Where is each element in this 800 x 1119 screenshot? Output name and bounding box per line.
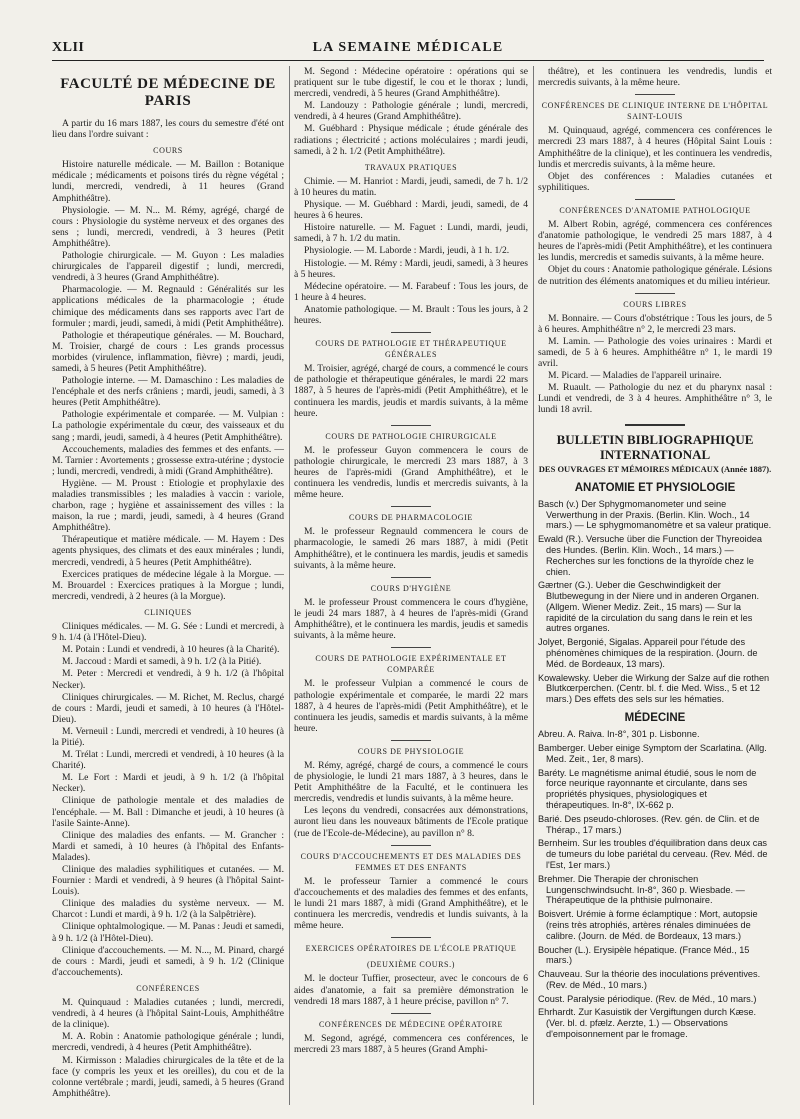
paragraph: Objet des conférences : Maladies cutanées et syphilitiques. [538, 170, 772, 193]
paragraph: Clinique des maladies syphilitiques et cutanées. — M. Fournier : Mardi et vendredi, à 9 heures (à l'hôpital Saint-Louis). [52, 864, 284, 898]
paragraph: Histoire naturelle. — M. Faguet : Lundi, mardi, jeudi, samedi, à 7 h. 1/2 du matin. [294, 222, 528, 245]
paragraph: M. Verneuil : Lundi, mercredi et vendredi, à 10 heures (à la Pitié). [52, 725, 284, 748]
paragraph: Pathologie chirurgicale. — M. Guyon : Les maladies chirurgicales de l'appareil digestif ; lundi, mercredi, vendredi, à 3 heures (Grand Amphithéâtre). [52, 250, 284, 284]
paragraph: M. Landouzy : Pathologie générale ; lundi, mercredi, vendredi, à 4 heures (Grand Amphithéâtre). [294, 100, 528, 123]
column-rule [533, 66, 534, 1105]
bibliography-entry: Boucher (L.). Erysipèle hépatique. (France Méd., 15 mars.) [538, 944, 750, 966]
subheading: COURS DE PHYSIOLOGIE [357, 746, 465, 756]
paragraph: Pathologie interne. — M. Damaschino : Les maladies de l'encéphale et des nerfs crâniens ; mardi, jeudi, samedi, à 3 heures (Petit Amphithéâtre). [52, 375, 284, 409]
paragraph: M. le docteur Tuffier, prosecteur, avec le concours de 6 aides d'anatomie, a fait sa première démonstration le vendredi 18 mars 1887, à 1 heure précise, pavillon n° 7. [294, 973, 528, 1007]
paragraph: Clinique de pathologie mentale et des maladies de l'encéphale. — M. Ball : Dimanche et jeudi, à 10 heures (à l'asile Sainte-Anne). [52, 795, 284, 829]
bibliography-entry: Brehmer. Die Therapie der chronischen Lungenschwindsucht. In-8°, 360 p. Wiesbade. — Thérapeutique de la phthisie pulmonaire. [538, 873, 745, 906]
column-rule [289, 66, 290, 1105]
subheading: (DEUXIÈME COURS.) [367, 960, 455, 970]
column-2 [294, 66, 528, 1105]
paragraph: M. Bonnaire. — Cours d'obstétrique : Tous les jours, de 5 à 6 heures. Amphithéâtre n° 2, le mercredi 23 mars. [538, 312, 772, 335]
paragraph: M. Quinquaud, agrégé, commencera ces conférences le mercredi 23 mars 1887, à 4 heures (Hôpital Saint Louis : Amphithéâtre de la clinique), et les continuera les vendredis, lundis et mercredis suivants, à la même heure. [538, 125, 772, 170]
paragraph: M. Picard. — Maladies de l'appareil urinaire. [548, 370, 722, 382]
subheading: COURS LIBRES [623, 299, 687, 309]
separator-rule [391, 740, 431, 741]
paragraph: Clinique ophtalmologique. — M. Panas : Jeudi et samedi, à 9 h. 1/2 (à l'Hôtel-Dieu). [52, 921, 284, 944]
paragraph: M. le professeur Regnauld commencera le cours de pharmacologie, le samedi 26 mars 1887, à midi (Petit Amphithéâtre), et le continuera les mardis, jeudis et samedis suivants, à la même heure. [294, 526, 528, 571]
paragraph: Physiologie. — M. N... M. Rémy, agrégé, chargé de cours : Physiologie du système nerveux et des organes des sens ; lundi, mercredi, vendredi, à 3 heures (Petit Amphithéâtre). [52, 204, 284, 249]
paragraph: M. A. Robin : Anatomie pathologique générale ; lundi, mercredi, vendredi, à 4 heures (Petit Amphithéâtre). [52, 1031, 284, 1054]
paragraph: M. le professeur Proust commencera le cours d'hygiène, le jeudi 24 mars 1887, à 4 heures de l'après-midi (Grand Amphithéâtre), et le continuera les mardis, jeudis et samedis suivants, à la même heure. [294, 596, 528, 642]
bibliography-entry: Gærtner (G.). Ueber die Geschwindigkeit der Blutbewegung in der Niere und in anderen Organen. (Allgem. Wiener Mediz. Zeit., 15 mars) — Sur la rapidité de la circulation du sang dans le rein et les autres organes. [538, 580, 759, 634]
paragraph: M. le professeur Tarnier a commencé le cours d'accouchements et des maladies des femmes et des enfants, le lundi 21 mars 1887, à midi (Grand Amphithéâtre), et le continuera les mercredis, vendredis et lundis suivants, à la même heure. [294, 875, 528, 932]
paragraph: M. Segond : Médecine opératoire : opérations qui se pratiquent sur le tube digestif, le cou et le thorax ; lundi, mercredi, vendredi, à 5 heures (Grand Amphithéâtre). [294, 66, 528, 100]
paragraph: M. Trélat : Lundi, mercredi et vendredi, à 10 heures (à la Charité). [52, 749, 284, 772]
column-1 [52, 66, 284, 1105]
bibliography-entry: Bernheim. Sur les troubles d'équilibration dans deux cas de tumeurs du lobe pariétal du cerveau. (Rev. Méd. de l'Est, 1er mars.) [538, 838, 768, 870]
paragraph: M. Quinquaud : Maladies cutanées ; lundi, mercredi, vendredi, à 4 heures (à l'hôpital Saint-Louis, Amphithéâtre de la clinique). [52, 997, 284, 1031]
separator-rule [635, 94, 675, 95]
paragraph: M. le professeur Vulpian a commencé le cours de pathologie expérimentale et comparée, le mardi 22 mars 1887, à 4 heures de l'après-midi (Petit Amphithéâtre), et le continuera les jeudis, samedis et mardis suivants, à la même heure. [294, 678, 528, 734]
bulletin-title: BULLETIN BIBLIOGRAPHIQUE INTERNATIONAL [556, 431, 754, 462]
paragraph: M. Guébhard : Physique médicale ; étude générale des radiations ; électricité ; actions moléculaires ; mardi jeudi, samedi, à 2 h. 1/2 (Petit Amphithéâtre). [294, 123, 528, 157]
subheading: COURS [153, 146, 183, 156]
page-header [52, 40, 764, 61]
paragraph: M. Potain : Lundi et vendredi, à 10 heures (à la Charité). [62, 644, 280, 656]
bibliography-section-title: MÉDECINE [624, 712, 686, 725]
paragraph: M. Ruault. — Pathologie du nez et du pharynx nasal : Lundi et vendredi, de 3 à 4 heures. Amphithéâtre n° 3, le lundi 18 avril. [538, 382, 772, 416]
bibliography-entry: Abreu. A. Raiva. In-8°, 301 p. Lisbonne. [538, 729, 700, 740]
paragraph: Pharmacologie. — M. Regnauld : Généralités sur les applications médicales de la pharmacologie ; étude chimique des médicaments dans ses rapports avec l'art de formuler ; mardi, jeudi, samedi, à midi (Petit Amphithéâtre). [52, 284, 284, 329]
bibliography-entry: Bamberger. Ueber einige Symptom der Scarlatina. (Allg. Med. Zeit., 1er, 8 mars). [538, 742, 767, 764]
paragraph: Physiologie. — M. Laborde : Mardi, jeudi, à 1 h. 1/2. [304, 245, 510, 257]
paragraph: Médecine opératoire. — M. Farabeuf : Tous les jours, de 1 heure à 4 heures. [294, 280, 528, 303]
subheading: COURS DE PATHOLOGIE ET THÉRAPEUTIQUE GÉNÉRALES [315, 339, 507, 360]
separator-rule [391, 845, 431, 846]
paragraph: M. Segond, agrégé, commencera ces conférences, le mercredi 23 mars 1887, à 5 heures (Grand Amphi- [294, 1032, 528, 1055]
journal-title: LA SEMAINE MÉDICALE [312, 40, 504, 55]
paragraph: M. Rémy, agrégé, chargé de cours, a commencé le cours de physiologie, le lundi 21 mars 1887, à 3 heures, dans le Petit Amphithéâtre de la Faculté, et le continuera les mercredis, vendredis et lundis suivants, à la même heure. [294, 759, 528, 805]
column-3 [538, 66, 772, 1105]
subheading: COURS D'ACCOUCHEMENTS ET DES MALADIES DES FEMMES ET DES ENFANTS [300, 851, 522, 872]
subheading: CLINIQUES [144, 607, 192, 617]
subheading: CONFÉRENCES DE CLINIQUE INTERNE DE L'HÔPITAL SAINT-LOUIS [541, 101, 769, 122]
bibliography-entry: Basch (v.) Der Sphygmomanometer und seine Verwerthung in der Praxis. (Berlin. Klin. Woch., 14 mars.) — Le sphygmomanomètre et sa valeur pratique. [538, 498, 772, 531]
separator-rule [391, 647, 431, 648]
paragraph: M. Albert Robin, agrégé, commencera ces conférences d'anatomie pathologique, le vendredi 25 mars 1887, à 4 heures de l'après-midi (Petit Amphithéâtre), et les continuera les lundis, mercredis et samedis suivants, à la même heure. [538, 219, 772, 264]
paragraph: Pathologie et thérapeutique générales. — M. Bouchard, M. Troisier, chargé de cours : Les grands processus morbides (virulence, inflammation, fièvre) ; mardi, jeudi, samedi, à 5 heures (Petit Amphithéâtre). [52, 329, 284, 374]
paragraph: théâtre), et les continuera les vendredis, lundis et mercredis suivants, à la même heure. [538, 66, 772, 89]
separator-rule [391, 577, 431, 578]
bibliography-entry: Coust. Paralysie périodique. (Rev. de Méd., 10 mars.) [538, 993, 757, 1004]
paragraph: M. Le Fort : Mardi et jeudi, à 9 h. 1/2 (à l'hôpital Necker). [52, 772, 284, 795]
paragraph: Accouchements, maladies des femmes et des enfants. — M. Tarnier : Avortements ; grossesse extra-utérine ; dystocie ; lundi, mercredi, vendredi, à midi (Grand Amphithéâtre). [52, 443, 284, 477]
paragraph: A partir du 16 mars 1887, les cours du semestre d'été ont lieu dans l'ordre suivant : [52, 118, 284, 141]
separator-rule [391, 425, 431, 426]
bibliography-entry: Barié. Des pseudo-chloroses. (Rev. gén. de Clin. et de Thérap., 17 mars.) [538, 813, 760, 835]
paragraph: Histologie. — M. Rémy : Mardi, jeudi, samedi, à 3 heures à 5 heures. [294, 257, 528, 280]
subheading: COURS DE PHARMACOLOGIE [349, 513, 473, 523]
subheading: EXERCICES OPÉRATOIRES DE L'ÉCOLE PRATIQUE [305, 944, 517, 954]
paragraph: Clinique des maladies des enfants. — M. Grancher : Mardi et samedi, à 10 heures (à l'hôpital des Enfants-Malades). [52, 829, 284, 863]
bibliography-entry: Boisvert. Urémie à forme éclamptique : Mort, autopsie (reins très atrophiés, artères rénales diminuées de calibre. (Journ. de Méd. de Bordeaux, 13 mars.) [538, 909, 758, 941]
separator-rule [391, 937, 431, 938]
paragraph: Hygiène. — M. Proust : Etiologie et prophylaxie des maladies transmissibles ; les maladies à vaccin : variole, charbon, rage ; hygiène et assainissement des villes : la maison, la rue ; mardi, jeudi, samedi, à 4 heures (Grand Amphithéâtre). [52, 477, 284, 534]
separator-rule [635, 199, 675, 200]
subheading: CONFÉRENCES [136, 983, 200, 993]
paragraph: M. Lamin. — Pathologie des voies urinaires : Mardi et samedi, de 5 à 6 heures. Amphithéâtre n° 1, le mardi 19 avril. [538, 335, 772, 370]
paragraph: Objet du cours : Anatomie pathologique générale. Lésions de nutrition des éléments anatomiques et du milieu intérieur. [538, 264, 772, 287]
separator-rule [635, 293, 675, 294]
bibliography-entry: Chauveau. Sur la théorie des inoculations préventives. (Rev. de Méd., 10 mars.) [538, 969, 761, 990]
bibliography-entry: Kowalewsky. Ueber die Wirkung der Salze auf die rothen Blutkœrperchen. (Centr. bl. f. die Med. Wiss., 5 et 12 mars.) Des effets des sels sur les hématies. [538, 672, 770, 705]
bibliography-section-title: ANATOMIE ET PHYSIOLOGIE [574, 481, 736, 494]
subheading: TRAVAUX PRATIQUES [364, 162, 458, 172]
paragraph: Pathologie expérimentale et comparée. — M. Vulpian : La pathologie expérimentale du cœur, des vaisseaux et du sang ; mardi, jeudi, samedi, à 4 heures (Petit Amphithéâtre). [52, 409, 284, 443]
paragraph: Physique. — M. Guébhard : Mardi, jeudi, samedi, de 4 heures à 6 heures. [294, 199, 528, 222]
bibliography-entry: Ehrhardt. Zur Kasuistik der Vergiftungen durch Kæse. (Ver. bl. d. pfælz. Aerzte, 1.) — Observations d'empoisonnement par le fromage. [538, 1007, 757, 1040]
paragraph: Histoire naturelle médicale. — M. Baillon : Botanique médicale ; médicaments et poisons tirés du règne végétal ; lundi, mercredi, vendredi, à 11 heures (Grand Amphithéâtre). [52, 159, 284, 204]
paragraph: M. Jaccoud : Mardi et samedi, à 9 h. 1/2 (à la Pitié). [62, 656, 262, 668]
subheading: CONFÉRENCES DE MÉDECINE OPÉRATOIRE [318, 1019, 504, 1029]
paragraph: Cliniques chirurgicales. — M. Richet, M. Reclus, chargé de cours : Mardi, jeudi et samedi, à 10 heures (à l'Hôtel-Dieu). [52, 691, 284, 725]
paragraph: Thérapeutique et matière médicale. — M. Hayem : Des agents physiques, des climats et des eaux minérales ; lundi, mercredi, vendredi, à 5 heures (Petit Amphithéâtre). [52, 534, 284, 568]
paragraph: Clinique des maladies du système nerveux. — M. Charcot : Lundi et mardi, à 9 h. 1/2 (à la Salpêtrière). [52, 898, 284, 921]
bibliography-entry: Baréty. Le magnétisme animal étudié, sous le nom de force neurique rayonnante et circulante, dans ses propriétés physiques, physiologiques et thérapeutiques. In-8°, IX-662 p. [538, 767, 757, 810]
separator-rule [625, 424, 685, 426]
paragraph: M. Troisier, agrégé, chargé de cours, a commencé le cours de pathologie et thérapeutique générales, le mardi 22 mars 1887, à 5 heures de l'après-midi (Petit Amphithéâtre), et le continuera les mardis, jeudis et mardis suivants, à la même heure. [294, 363, 528, 419]
subheading: CONFÉRENCES D'ANATOMIE PATHOLOGIQUE [559, 205, 751, 215]
paragraph: Chimie. — M. Hanriot : Mardi, jeudi, samedi, de 7 h. 1/2 à 10 heures du matin. [294, 175, 528, 198]
bibliography-entry: Jolyet, Bergonié, Sigalas. Appareil pour l'étude des phénomènes chimiques de la respiration. (Journ. de Méd. de Bordeaux, 13 mars). [538, 637, 758, 669]
bibliography-entry: Ewald (R.). Versuche über die Function der Thyreoidea des Hundes. (Berlin. Klin. Woch., 14 mars.) — Recherches sur les fonctions de la thyroïde chez le chien. [538, 534, 763, 577]
paragraph: Exercices pratiques de médecine légale à la Morgue. — M. Brouardel : Exercices pratiques à la Morgue ; lundi, mercredi, vendredi, à 2 heures (à la Morgue). [52, 568, 284, 602]
paragraph: M. le professeur Guyon commencera le cours de pathologie chirurgicale, le mercredi 23 mars 1887, à 3 heures de l'après-midi (Grand Amphithéâtre), et le continuera les vendredis, lundis et mercredis suivants, à la même heure. [294, 444, 528, 501]
paragraph: Les leçons du vendredi, consacrées aux démonstrations, auront lieu dans les nouveaux bâtiments de l'Ecole pratique (rue de l'Ecole-de-Médecine), au pavillon n° 8. [294, 805, 528, 839]
paragraph: Clinique d'accouchements. — M. N..., M. Pinard, chargé de cours : Mardi, jeudi et samedi, à 9 h. 1/2 (Clinique d'accouchements). [52, 944, 284, 978]
paragraph: Cliniques médicales. — M. G. Sée : Lundi et mercredi, à 9 h. 1/4 (à l'Hôtel-Dieu). [52, 621, 284, 644]
paragraph: M. Peter : Mercredi et vendredi, à 9 h. 1/2 (à l'hôpital Necker). [52, 668, 284, 691]
subheading: COURS D'HYGIÈNE [370, 583, 452, 593]
separator-rule [391, 506, 431, 507]
subheading: COURS DE PATHOLOGIE CHIRURGICALE [325, 431, 497, 441]
bulletin-subtitle: DES OUVRAGES ET MÉMOIRES MÉDICAUX (Année 1887). [538, 463, 772, 474]
page-number: XLII [52, 40, 85, 55]
subheading: COURS DE PATHOLOGIE EXPÉRIMENTALE ET COMPARÉE [315, 654, 507, 675]
section-title: FACULTÉ DE MÉDECINE DE PARIS [60, 76, 276, 109]
paragraph: M. Kirmisson : Maladies chirurgicales de la tête et de la face (y compris les yeux et les oreilles), du cou et de la colonne vertébrale ; mardi, jeudi, samedi, à 5 heures (Grand Amphithéâtre). [52, 1054, 284, 1099]
paragraph: Anatomie pathologique. — M. Brault : Tous les jours, à 2 heures. [294, 303, 528, 326]
separator-rule [391, 332, 431, 333]
separator-rule [391, 1013, 431, 1014]
